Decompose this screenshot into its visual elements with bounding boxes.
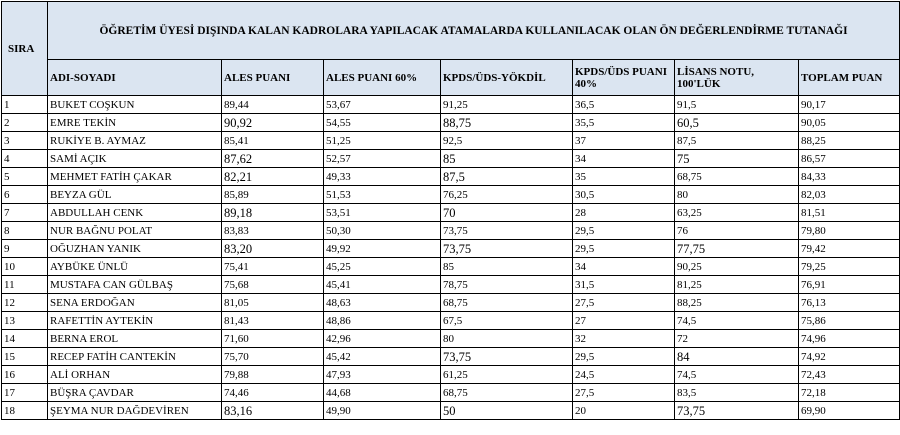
- kpds40-cell: 27,5: [573, 384, 675, 402]
- name-header: ADI-SOYADI: [48, 60, 222, 96]
- table-row: [2, 294, 900, 312]
- ales-cell: 74,46: [222, 384, 324, 402]
- kpds-cell: 68,75: [441, 384, 573, 402]
- name-cell: SENA ERDOĞAN: [48, 294, 222, 312]
- ales60-header: ALES PUANI 60%: [324, 60, 441, 96]
- sira-cell: 5: [2, 168, 48, 186]
- kpds40-cell: 35,5: [573, 114, 675, 132]
- kpds40-cell: 29,5: [573, 348, 675, 366]
- toplam-cell: 76,13: [799, 294, 900, 312]
- kpds-cell: 67,5: [441, 312, 573, 330]
- ales-cell: 81,05: [222, 294, 324, 312]
- lisans-cell: 74,5: [675, 312, 799, 330]
- toplam-header: TOPLAM PUAN: [799, 60, 900, 96]
- kpds-cell: 85: [441, 150, 573, 168]
- table-row: [2, 132, 900, 150]
- kpds-cell: 78,75: [441, 276, 573, 294]
- toplam-cell: 90,05: [799, 114, 900, 132]
- kpds-cell: 76,25: [441, 186, 573, 204]
- ales60-cell: 49,90: [324, 402, 441, 420]
- sira-cell: 16: [2, 366, 48, 384]
- lisans-cell: 87,5: [675, 132, 799, 150]
- ales-cell: 85,89: [222, 186, 324, 204]
- toplam-cell: 76,91: [799, 276, 900, 294]
- ales-cell: 71,60: [222, 330, 324, 348]
- table-row: [2, 222, 900, 240]
- kpds40-cell: 31,5: [573, 276, 675, 294]
- table-row: [2, 186, 900, 204]
- lisans-header: LİSANS NOTU, 100'LÜK: [675, 60, 799, 96]
- sira-cell: 13: [2, 312, 48, 330]
- ales60-cell: 53,67: [324, 96, 441, 114]
- kpds40-cell: 28: [573, 204, 675, 222]
- ales-cell: 87,62: [222, 150, 324, 168]
- sira-cell: 10: [2, 258, 48, 276]
- lisans-cell: 88,25: [675, 294, 799, 312]
- kpds-cell: 92,5: [441, 132, 573, 150]
- kpds40-cell: 36,5: [573, 96, 675, 114]
- sira-cell: 14: [2, 330, 48, 348]
- toplam-cell: 79,80: [799, 222, 900, 240]
- ales60-cell: 50,30: [324, 222, 441, 240]
- sira-cell: 2: [2, 114, 48, 132]
- ales-cell: 83,20: [222, 240, 324, 258]
- ales60-cell: 44,68: [324, 384, 441, 402]
- kpds-cell: 85: [441, 258, 573, 276]
- table-row: [2, 366, 900, 384]
- ales-cell: 89,18: [222, 204, 324, 222]
- kpds-cell: 87,5: [441, 168, 573, 186]
- ales-header: ALES PUANI: [222, 60, 324, 96]
- table-title: ÖĞRETİM ÜYESİ DIŞINDA KALAN KADROLARA YAPILACAK ATAMALARDA KULLANILACAK OLAN ÖN DEĞERLENDİRME TUTANAĞI: [48, 2, 900, 60]
- table-row: [2, 402, 900, 420]
- table-row: [2, 384, 900, 402]
- name-cell: RUKİYE B. AYMAZ: [48, 132, 222, 150]
- toplam-cell: 82,03: [799, 186, 900, 204]
- ales60-cell: 45,42: [324, 348, 441, 366]
- name-cell: ABDULLAH CENK: [48, 204, 222, 222]
- lisans-cell: 91,5: [675, 96, 799, 114]
- name-cell: BUKET COŞKUN: [48, 96, 222, 114]
- kpds40-cell: 30,5: [573, 186, 675, 204]
- name-cell: RECEP FATİH CANTEKİN: [48, 348, 222, 366]
- toplam-cell: 72,18: [799, 384, 900, 402]
- lisans-cell: 68,75: [675, 168, 799, 186]
- ales60-cell: 47,93: [324, 366, 441, 384]
- lisans-cell: 74,5: [675, 366, 799, 384]
- name-cell: BERNA EROL: [48, 330, 222, 348]
- kpds-cell: 80: [441, 330, 573, 348]
- ales60-cell: 45,41: [324, 276, 441, 294]
- evaluation-table: [1, 1, 900, 420]
- ales-cell: 75,68: [222, 276, 324, 294]
- lisans-cell: 72: [675, 330, 799, 348]
- sira-cell: 4: [2, 150, 48, 168]
- ales-cell: 83,83: [222, 222, 324, 240]
- column-header-row: [2, 60, 900, 96]
- sira-cell: 15: [2, 348, 48, 366]
- kpds-cell: 73,75: [441, 348, 573, 366]
- name-cell: ALİ ORHAN: [48, 366, 222, 384]
- lisans-cell: 73,75: [675, 402, 799, 420]
- toplam-cell: 86,57: [799, 150, 900, 168]
- kpds40-cell: 34: [573, 150, 675, 168]
- name-cell: EMRE TEKİN: [48, 114, 222, 132]
- toplam-cell: 84,33: [799, 168, 900, 186]
- kpds-cell: 73,75: [441, 222, 573, 240]
- ales-cell: 90,92: [222, 114, 324, 132]
- ales60-cell: 51,25: [324, 132, 441, 150]
- name-cell: NUR BAĞNU POLAT: [48, 222, 222, 240]
- kpds-cell: 88,75: [441, 114, 573, 132]
- name-cell: SAMİ AÇIK: [48, 150, 222, 168]
- kpds40-cell: 29,5: [573, 240, 675, 258]
- table-row: [2, 240, 900, 258]
- name-cell: OĞUZHAN YANIK: [48, 240, 222, 258]
- toplam-cell: 88,25: [799, 132, 900, 150]
- name-cell: RAFETTİN AYTEKİN: [48, 312, 222, 330]
- name-cell: AYBÜKE ÜNLÜ: [48, 258, 222, 276]
- lisans-cell: 84: [675, 348, 799, 366]
- table-body: [2, 96, 900, 420]
- ales-cell: 85,41: [222, 132, 324, 150]
- ales60-cell: 48,86: [324, 312, 441, 330]
- table-row: [2, 204, 900, 222]
- ales-cell: 81,43: [222, 312, 324, 330]
- ales-cell: 82,21: [222, 168, 324, 186]
- sira-cell: 3: [2, 132, 48, 150]
- sira-cell: 8: [2, 222, 48, 240]
- ales60-cell: 45,25: [324, 258, 441, 276]
- name-cell: BEYZA GÜL: [48, 186, 222, 204]
- kpds-cell: 73,75: [441, 240, 573, 258]
- sira-cell: 18: [2, 402, 48, 420]
- lisans-cell: 81,25: [675, 276, 799, 294]
- kpds-cell: 50: [441, 402, 573, 420]
- sira-cell: 9: [2, 240, 48, 258]
- ales60-cell: 48,63: [324, 294, 441, 312]
- sira-cell: 11: [2, 276, 48, 294]
- table-row: [2, 348, 900, 366]
- table-row: [2, 312, 900, 330]
- sira-cell: 6: [2, 186, 48, 204]
- kpds40-cell: 37: [573, 132, 675, 150]
- toplam-cell: 75,86: [799, 312, 900, 330]
- kpds-cell: 68,75: [441, 294, 573, 312]
- ales60-cell: 52,57: [324, 150, 441, 168]
- sira-header: SIRA: [2, 2, 48, 96]
- lisans-cell: 75: [675, 150, 799, 168]
- kpds40-cell: 29,5: [573, 222, 675, 240]
- ales-cell: 79,88: [222, 366, 324, 384]
- ales60-cell: 53,51: [324, 204, 441, 222]
- kpds-header: KPDS/ÜDS-YÖKDİL: [441, 60, 573, 96]
- table-row: [2, 114, 900, 132]
- toplam-cell: 79,42: [799, 240, 900, 258]
- toplam-cell: 74,92: [799, 348, 900, 366]
- table-row: [2, 276, 900, 294]
- kpds40-cell: 27,5: [573, 294, 675, 312]
- lisans-cell: 77,75: [675, 240, 799, 258]
- kpds40-header: KPDS/ÜDS PUANI 40%: [573, 60, 675, 96]
- toplam-cell: 74,96: [799, 330, 900, 348]
- toplam-cell: 90,17: [799, 96, 900, 114]
- name-cell: BÜŞRA ÇAVDAR: [48, 384, 222, 402]
- ales60-cell: 51,53: [324, 186, 441, 204]
- kpds-cell: 70: [441, 204, 573, 222]
- kpds40-cell: 34: [573, 258, 675, 276]
- ales-cell: 83,16: [222, 402, 324, 420]
- ales-cell: 75,70: [222, 348, 324, 366]
- lisans-cell: 76: [675, 222, 799, 240]
- kpds40-cell: 24,5: [573, 366, 675, 384]
- toplam-cell: 72,43: [799, 366, 900, 384]
- table-row: [2, 330, 900, 348]
- toplam-cell: 79,25: [799, 258, 900, 276]
- ales-cell: 89,44: [222, 96, 324, 114]
- lisans-cell: 63,25: [675, 204, 799, 222]
- toplam-cell: 69,90: [799, 402, 900, 420]
- ales60-cell: 42,96: [324, 330, 441, 348]
- name-cell: ŞEYMA NUR DAĞDEVİREN: [48, 402, 222, 420]
- name-cell: MEHMET FATİH ÇAKAR: [48, 168, 222, 186]
- sira-cell: 12: [2, 294, 48, 312]
- ales-cell: 75,41: [222, 258, 324, 276]
- ales60-cell: 49,33: [324, 168, 441, 186]
- lisans-cell: 90,25: [675, 258, 799, 276]
- name-cell: MUSTAFA CAN GÜLBAŞ: [48, 276, 222, 294]
- kpds40-cell: 35: [573, 168, 675, 186]
- lisans-cell: 60,5: [675, 114, 799, 132]
- table-row: [2, 168, 900, 186]
- kpds-cell: 61,25: [441, 366, 573, 384]
- toplam-cell: 81,51: [799, 204, 900, 222]
- sira-cell: 7: [2, 204, 48, 222]
- table-row: [2, 96, 900, 114]
- ales60-cell: 49,92: [324, 240, 441, 258]
- kpds40-cell: 32: [573, 330, 675, 348]
- table-row: [2, 258, 900, 276]
- sira-cell: 17: [2, 384, 48, 402]
- ales60-cell: 54,55: [324, 114, 441, 132]
- table-row: [2, 150, 900, 168]
- kpds40-cell: 20: [573, 402, 675, 420]
- lisans-cell: 83,5: [675, 384, 799, 402]
- sira-cell: 1: [2, 96, 48, 114]
- kpds-cell: 91,25: [441, 96, 573, 114]
- lisans-cell: 80: [675, 186, 799, 204]
- kpds40-cell: 27: [573, 312, 675, 330]
